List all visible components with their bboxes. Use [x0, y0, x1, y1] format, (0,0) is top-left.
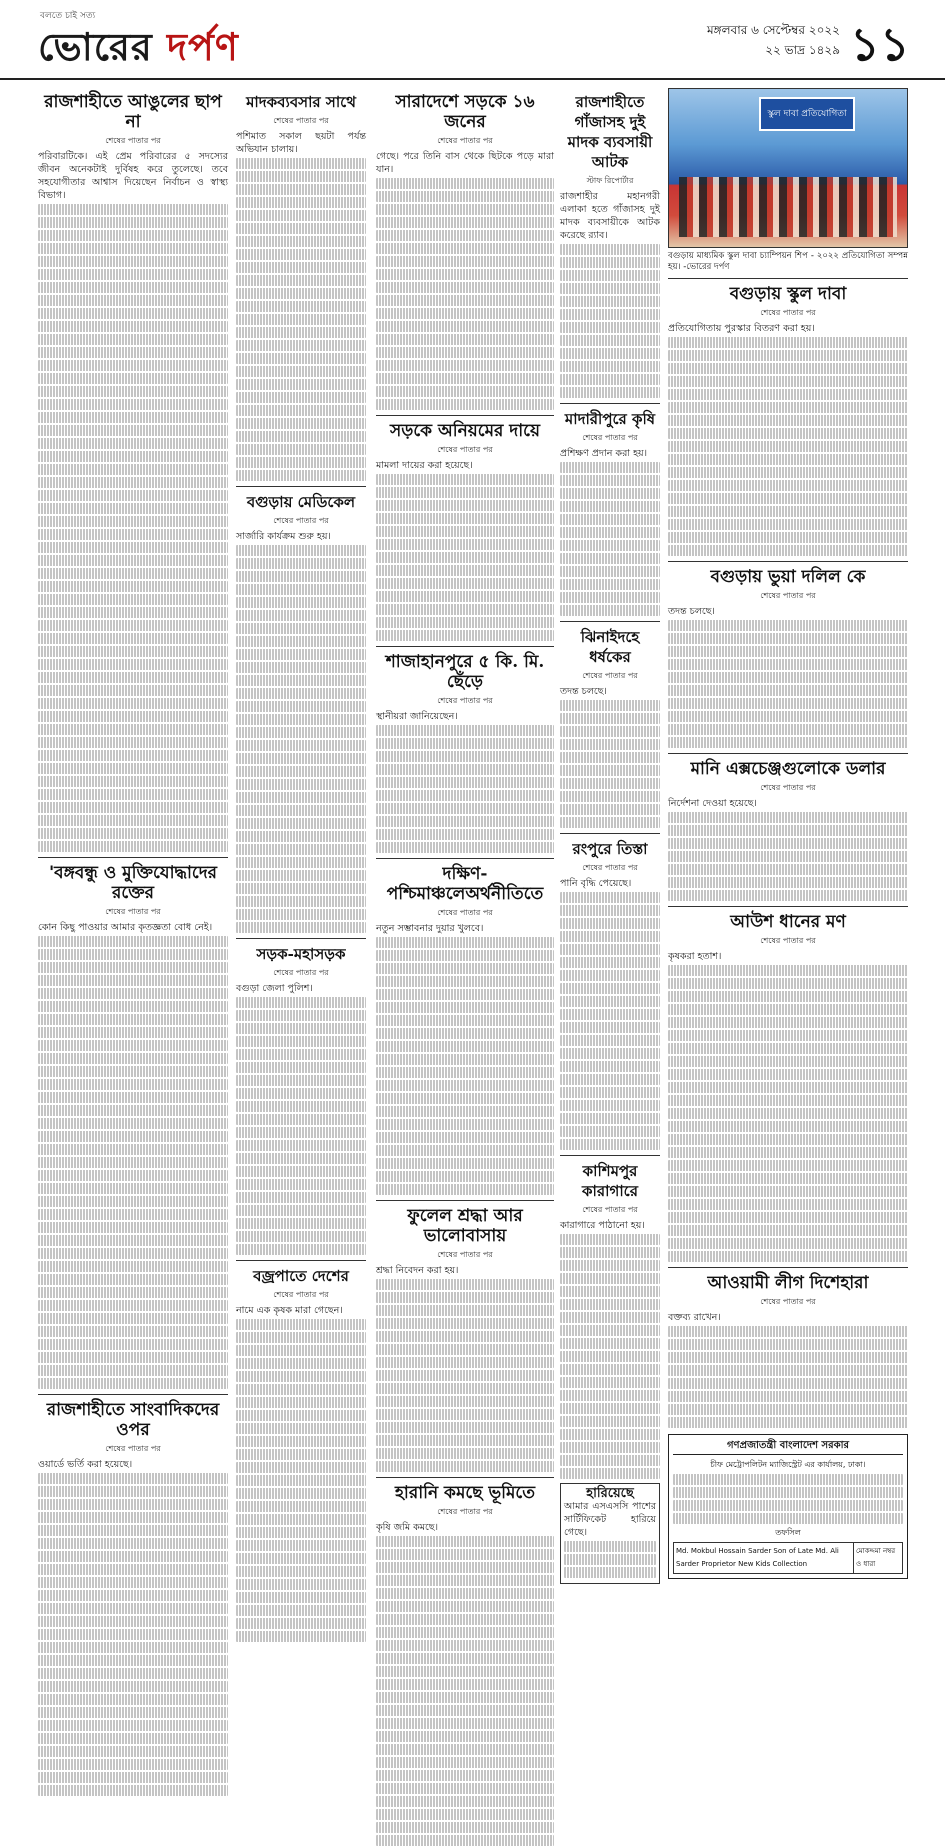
continued-label: শেষের পাতার পর: [582, 433, 638, 442]
continued-label: শেষের পাতার পর: [105, 907, 161, 916]
court-notice-table-head: তফসিল: [775, 1528, 801, 1537]
continued-label: শেষের পাতার পর: [273, 516, 329, 525]
court-notice-table: [673, 1542, 903, 1574]
article-body: তদন্ত চলছে।: [560, 686, 607, 697]
continued-label: শেষের পাতার পর: [582, 671, 638, 680]
news-photo: [668, 88, 908, 248]
continued-label: শেষের পাতার পর: [760, 1297, 816, 1306]
continued-label: শেষের পাতার পর: [582, 863, 638, 872]
column-1: [38, 88, 228, 1470]
column-5: [668, 88, 908, 1568]
headline-land-decrease: হারানি কমছে ভূমিতে: [394, 1483, 535, 1503]
continued-label: শেষের পাতার পর: [760, 591, 816, 600]
article-body: মামলা দায়ের করা হয়েছে।: [376, 460, 473, 471]
article-body: পরিবারটিকে। এই প্রেম পরিবারের ৫ সদস্যের জীবন অনেকটাই দুর্বিষহ করে তুলেছে। তবে সহযোগীতার আশ্বাস দিয়েছেন নির্বাচন ও স্বাস্থ্য বিভাগ।: [38, 151, 228, 201]
continued-label: শেষের পাতার পর: [437, 1250, 493, 1259]
table-cell: Md. Mokbul Hossain Sarder Son of Late Md. Ali Sarder Proprietor New Kids Collection: [674, 1543, 854, 1574]
article-body: কোন কিছু পাওয়ার আমার কৃতজ্ঞতা বোধ নেই।: [38, 922, 213, 933]
continued-label: শেষের পাতার পর: [437, 136, 493, 145]
masthead: [0, 0, 945, 80]
headline-rangpur-teesta: রংপুরে তিস্তা: [572, 840, 648, 858]
continued-label: শেষের পাতার পর: [437, 1507, 493, 1516]
headline-southwest-economy: দক্ষিণ-পশ্চিমাঞ্চলেঅর্থনীতিতে: [386, 864, 544, 904]
article-body: কৃষকরা হতাশ।: [668, 951, 722, 962]
headline-money-exchange: মানি এক্সচেঞ্জগুলোকে ডলার: [690, 759, 886, 779]
photo-banner: স্কুল দাবা প্রতিযোগিতা: [759, 97, 854, 131]
headline-road-irregularity: সড়কে অনিয়মের দায়ে: [389, 421, 540, 441]
article-body: গেছে। পরে তিনি বাস থেকে ছিটকে পড়ে মারা যান।: [376, 151, 554, 175]
headline-school-chess: বগুড়ায় স্কুল দাবা: [729, 284, 847, 304]
column-2: [236, 88, 366, 1444]
article-body: শ্রদ্ধা নিবেদন করা হয়।: [376, 1265, 459, 1276]
article-body: প্রতিযোগিতায় পুরস্কার বিতরণ করা হয়।: [668, 323, 815, 334]
headline-fake-deed: বগুড়ায় ভুয়া দলিল কে: [710, 567, 866, 587]
continued-label: শেষের পাতার পর: [105, 136, 161, 145]
continued-label: শেষের পাতার পর: [273, 1290, 329, 1299]
headline-bogura-medical: বগুড়ায় মেডিকেল: [246, 493, 356, 511]
date-bangla: ২২ ভাদ্র ১৪২৯: [765, 43, 840, 57]
continued-label: শেষের পাতার পর: [437, 908, 493, 917]
continued-label: শেষের পাতার পর: [437, 696, 493, 705]
lost-notice-body: আমার এসএসসি পাশের সার্টিফিকেট হারিয়ে গেছে।: [564, 1501, 656, 1538]
headline-drug-dealer: মাদকব্যবসার সাথে: [246, 93, 356, 111]
continued-label: শেষের পাতার পর: [760, 783, 816, 792]
continued-label: শেষের পাতার পর: [273, 968, 329, 977]
headline-floral-tribute: ফুলেল শ্রদ্ধা আর ভালোবাসায়: [407, 1206, 523, 1246]
logo-tagline: বলতে চাই সত্য: [40, 11, 96, 21]
headline-jhenaidah: ঝিনাইদহে ধর্ষকের: [580, 628, 640, 666]
article-body: বক্তব্য রাখেন।: [668, 1312, 721, 1323]
table-cell: মোকদ্দমা নম্বর ও ধারা: [854, 1543, 903, 1574]
lost-notice-title: হারিয়েছে: [586, 1486, 634, 1501]
headline-shajahanpur: শাজাহানপুরে ৫ কি. মি. ছেঁড়ে: [385, 652, 545, 692]
article-body: নামে এক কৃষক মারা গেছেন।: [236, 1305, 343, 1316]
date-gregorian: মঙ্গলবার ৬ সেপ্টেম্বর ২০২২: [706, 23, 840, 37]
headline-lightning: বজ্রপাতে দেশের: [253, 1267, 349, 1285]
column-4: [560, 88, 660, 1538]
court-notice: [668, 1434, 908, 1579]
article-body: নির্দেশনা দেওয়া হয়েছে।: [668, 798, 757, 809]
article-body: রাজশাহীর মহানগরী এলাকা হতে গাঁজাসহ দুই মাদক ব্যবসায়ীকে আটক করেছে র‍্যাব।: [560, 191, 660, 241]
court-notice-title: গণপ্রজাতন্ত্রী বাংলাদেশ সরকার: [673, 1439, 903, 1455]
article-body: পশিমাত সকাল ছয়টা পর্যন্ত অভিযান চালায়।: [236, 131, 366, 155]
article-body: সার্জারি কার্যক্রম শুরু হয়।: [236, 531, 331, 542]
headline-awami-league: আওয়ামী লীগ দিশেহারা: [707, 1273, 869, 1293]
headline-journalists: রাজশাহীতে সাংবাদিকদের ওপর: [46, 1400, 220, 1440]
headline-rajshahi-fingerprint: রাজশাহীতে আঙুলের ছাপ না: [44, 92, 222, 132]
headline-road-16: সারাদেশে সড়কে ১৬ জনের: [395, 92, 535, 132]
article-body: তদন্ত চলছে।: [668, 606, 715, 617]
continued-label: শেষের পাতার পর: [760, 936, 816, 945]
article-body: নতুন সম্ভাবনার দুয়ার খুলবে।: [376, 923, 484, 934]
newspaper-logo: ভোরের দর্পণ: [38, 24, 239, 69]
headline-road-highway: সড়ক-মহাসড়ক: [256, 945, 346, 963]
headline-bangabandhu: 'বঙ্গবন্ধু ও মুক্তিযোদ্ধাদের রক্তের: [48, 863, 218, 903]
byline: স্টাফ রিপোর্টার: [586, 176, 634, 185]
lost-notice: [560, 1483, 660, 1584]
continued-label: শেষের পাতার পর: [760, 308, 816, 317]
article-body: কৃষি জমি কমছে।: [376, 1522, 439, 1533]
article-body: প্রশিক্ষণ প্রদান করা হয়।: [560, 448, 648, 459]
headline-ganja-arrest: রাজশাহীতে গাঁজাসহ দুই মাদক ব্যবসায়ী আটক: [567, 93, 653, 171]
article-body: ওয়ার্ডে ভর্তি করা হয়েছে।: [38, 1459, 133, 1470]
headline-kashimpur: কাশিমপুর কারাগারে: [582, 1162, 638, 1200]
date-box: [640, 20, 840, 60]
photo-caption: [668, 251, 908, 273]
article-body: পানি বৃদ্ধি পেয়েছে।: [560, 878, 632, 889]
photo-group: [679, 177, 898, 237]
headline-aus-paddy: আউশ ধানের মণ: [730, 912, 846, 932]
continued-label: শেষের পাতার পর: [582, 1205, 638, 1214]
column-3: [376, 88, 554, 1533]
continued-label: শেষের পাতার পর: [105, 1444, 161, 1453]
photo-caption-text: বগুড়ায় মাধ্যমিক স্কুল দাবা চ্যাম্পিয়ন শিপ - ২০২২ প্রতিযোগিতা সম্পন্ন হয়।: [668, 251, 908, 272]
article-body: কারাগারে পাঠানো হয়।: [560, 1220, 645, 1231]
page-number: ১১: [850, 17, 910, 71]
continued-label: শেষের পাতার পর: [273, 116, 329, 125]
court-notice-subtitle: চীফ মেট্রোপলিটন ম্যাজিস্ট্রেট এর কার্যালয়, ঢাকা।: [710, 1460, 866, 1469]
continued-label: শেষের পাতার পর: [437, 445, 493, 454]
headline-madaripur: মাদারীপুরে কৃষি: [564, 410, 656, 428]
article-body: বগুড়া জেলা পুলিশ।: [236, 983, 313, 994]
photo-credit: -ভোরের দর্পণ: [683, 262, 730, 272]
article-body: স্থানীয়রা জানিয়েছেন।: [376, 711, 458, 722]
